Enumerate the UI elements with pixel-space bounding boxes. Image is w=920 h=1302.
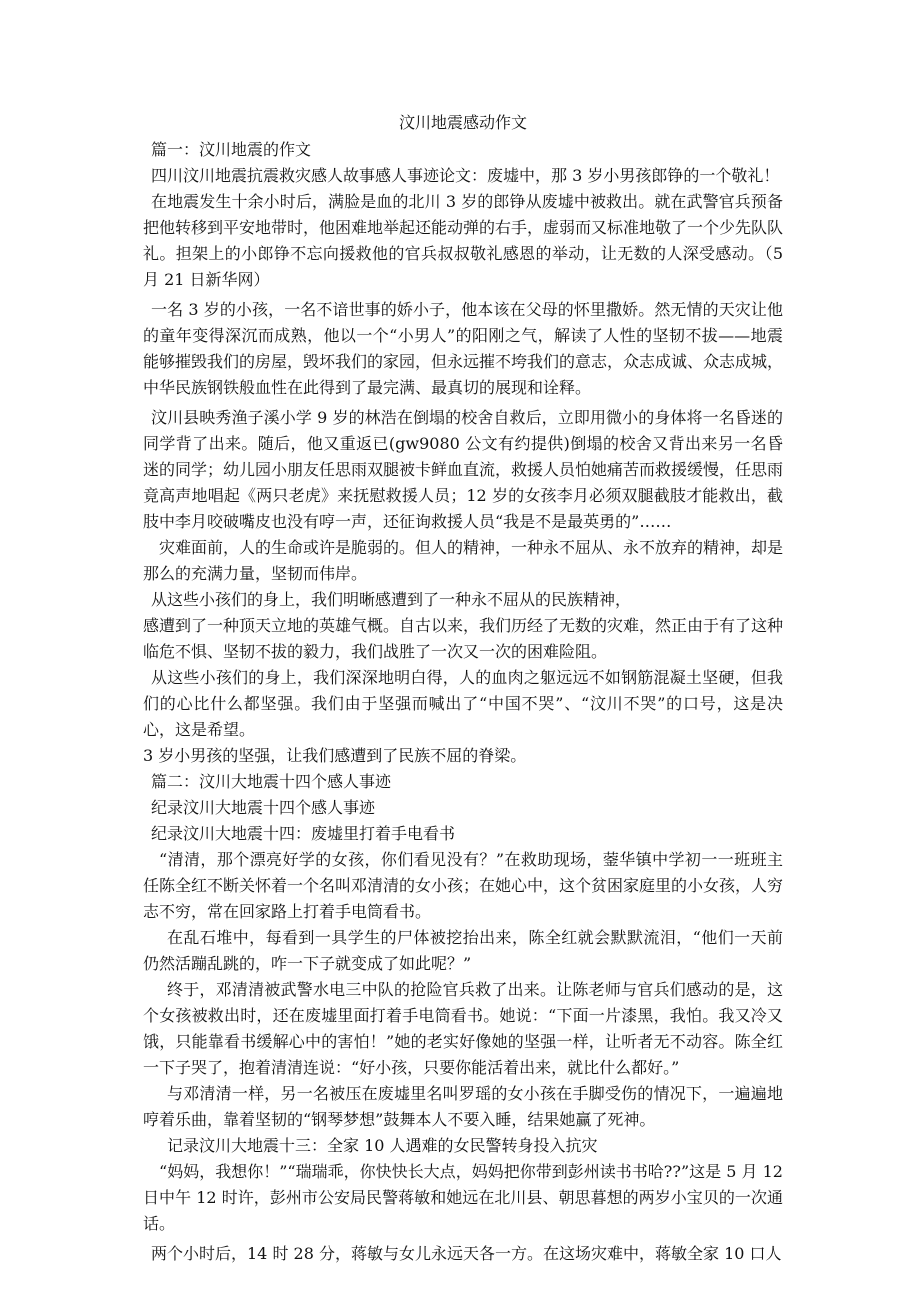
subheading: 纪录汶川大地震十四：废墟里打着手电看书 bbox=[151, 824, 456, 843]
paragraph: 从这些小孩们的身上，我们明晰感遭到了一种永不屈从的民族精神， bbox=[151, 590, 632, 609]
subheading: 纪录汶川大地震十四个感人事迹 bbox=[151, 798, 376, 817]
paragraph: 两个小时后，14 时 28 分，蒋敏与女儿永远天各一方。在这场灾难中，蒋敏全家 10 口人 bbox=[151, 1244, 782, 1263]
paragraph: “清清，那个漂亮好学的女孩，你们看见没有？”在救助现场，蓥华镇中学初一一班班主任陈全红不断关怀着一个名叫邓清清的女小孩；在她心中，这个贫困家庭里的小女孩，人穷志不穷，常在回家路上打着手电筒看书。 bbox=[143, 850, 784, 921]
document-title: 汶川地震感动作文 bbox=[398, 113, 527, 132]
paragraph: 3 岁小男孩的坚强，让我们感遭到了民族不屈的脊梁。 bbox=[143, 746, 527, 765]
paragraph: 一名 3 岁的小孩，一名不谙世事的娇小子，他本该在父母的怀里撒娇。然无情的天灾让他的童年变得深沉而成熟，他以一个“小男人”的阳刚之气，解读了人性的坚韧不拔——地震能够摧毁我们的房屋，毁坏我们的家园，但永远摧不垮我们的意志，众志成诚、众志成城，中华民族钢铁般血性在此得到了最完满、最真切的展现和诠释。 bbox=[143, 300, 784, 397]
paragraph: “妈妈，我想你！”“瑞瑞乖，你快快长大点，妈妈把你带到彭州读书书哈??”这是 5 月 12 日中午 12 时许，彭州市公安局民警蒋敏和她远在北川县、朝思暮想的两岁小宝贝的一次通话。 bbox=[143, 1162, 783, 1233]
paragraph: 感遭到了一种顶天立地的英雄气概。自古以来，我们历经了无数的灾难，然正由于有了这种临危不惧、坚韧不拔的毅力，我们战胜了一次又一次的困难险阻。 bbox=[143, 616, 784, 661]
paragraph: 从这些小孩们的身上，我们深深地明白得，人的血肉之躯远远不如钢筋混凝土坚硬，但我们的心比什么都坚强。我们由于坚强而喊出了“中国不哭”、“汶川不哭”的口号，这是决心，这是希望。 bbox=[143, 668, 783, 739]
section-heading: 篇一：汶川地震的作文 bbox=[151, 140, 312, 159]
paragraph: 灾难面前，人的生命或许是脆弱的。但人的精神，一种永不屈从、永不放弃的精神，却是那么的充满力量，坚韧而伟岸。 bbox=[143, 538, 784, 583]
paragraph: 四川汶川地震抗震救灾感人故事感人事迹论文：废墟中，那 3 岁小男孩郎铮的一个敬礼！ bbox=[151, 166, 780, 185]
subheading: 记录汶川大地震十三：全家 10 人遇难的女民警转身投入抗灾 bbox=[167, 1136, 598, 1155]
paragraph: 与邓清清一样，另一名被压在废墟里名叫罗瑶的女小孩在手脚受伤的情况下，一遍遍地哼着乐曲，靠着坚韧的“钢琴梦想”鼓舞本人不要入睡，结果她赢了死神。 bbox=[143, 1084, 783, 1129]
paragraph: 在地震发生十余小时后，满脸是血的北川 3 岁的郎铮从废墟中被救出。就在武警官兵预备把他转移到平安地带时，他困难地举起还能动弹的右手，虚弱而又标准地敬了一个少先队队礼。担架上的小郎铮不忘向援救他的官兵叔叔敬礼感恩的举动，让无数的人深受感动。（5 月 21 日新华网） bbox=[143, 192, 784, 289]
section-heading: 篇二：汶川大地震十四个感人事迹 bbox=[151, 772, 392, 791]
paragraph: 终于，邓清清被武警水电三中队的抢险官兵救了出来。让陈老师与官兵们感动的是，这个女孩被救出时，还在废墟里面打着手电筒看书。她说：“下面一片漆黑，我怕。我又冷又饿，只能靠看书缓解心中的害怕！”她的老实好像她的坚强一样，让听者无不动容。陈全红一下子哭了，抱着清清连说：“好小孩，只要你能活着出来，就比什么都好。” bbox=[143, 980, 783, 1077]
paragraph: 汶川县映秀渔子溪小学 9 岁的林浩在倒塌的校舍自救后，立即用微小的身体将一名昏迷的同学背了出来。随后，他又重返已(gw9080 公文有约提供)倒塌的校舍又背出来另一名昏迷的同学；幼儿园小朋友任思雨双腿被卡鲜血直流，救援人员怕她痛苦而救援缓慢，任思雨竟高声地唱起《两只老虎》来抚慰救援人员；12 岁的女孩李月必须双腿截肢才能救出，截肢中李月咬破嘴皮也没有哼一声，还征询救援人员“我是不是最英勇的”…… bbox=[143, 408, 784, 531]
paragraph: 在乱石堆中，每看到一具学生的尸体被挖抬出来，陈全红就会默默流泪，“他们一天前仍然活蹦乱跳的，咋一下子就变成了如此呢？” bbox=[143, 928, 783, 973]
document-body bbox=[143, 110, 783, 1267]
